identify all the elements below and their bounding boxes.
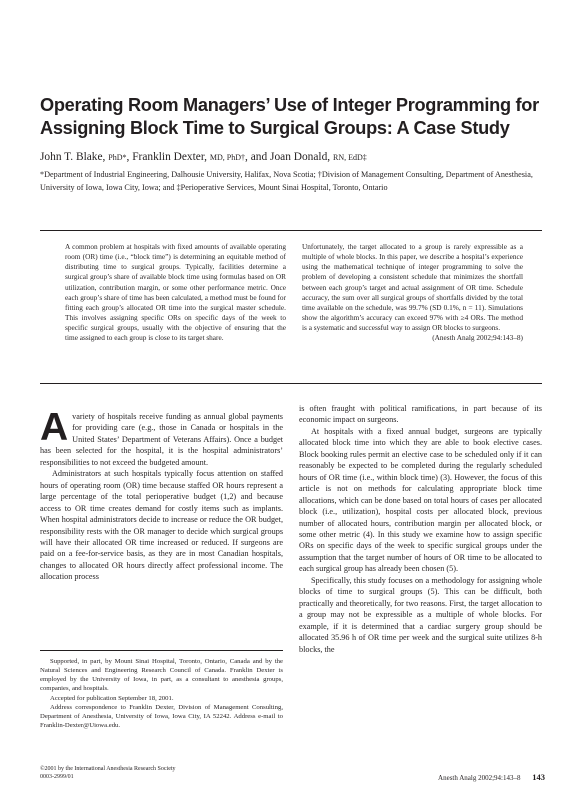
body-column-right (299, 403, 542, 655)
article-title (40, 94, 560, 140)
abstract-right-text: Unfortunately, the target allocated to a group is rarely expressible as a multiple of whole blocks. In this paper, we describe a hospital’s experience using the mathematical technique of integer programming to solve the problem of developing a consistent schedule that minimizes the shortfall between each group’s target and actual assignment of OR time. Schedule accuracy, the sum over all surgical groups of shortfalls divided by the total time available on the schedule, was 99.7% (SD 0.1%, n = 11). Simulations show the algorithm’s accuracy can exceed 97% with ≥4 ORs. The method is a systematic and successful way to assign OR blocks to surgeons. (302, 242, 523, 333)
author-2-degree: MD, PhD† (209, 153, 246, 162)
abstract-bottom-rule (40, 383, 542, 384)
body-paragraph-1: Avariety of hospitals receive funding as annual global payments for providing care (e.g., those in Canada or hospitals in the United States’ Department of Veterans Affairs). Once a budget has been selected for the hospital, it is the hospital administrators’ responsibilities to not exceed the budgeted amount. (40, 406, 283, 467)
title-line-1: Operating Room Managers’ Use of Integer Programming for (40, 95, 539, 115)
author-2: Franklin Dexter, (132, 151, 208, 163)
title-line-2: Assigning Block Time to Surgical Groups: A Case Study (40, 118, 510, 138)
author-list: John T. Blake, PhD*, Franklin Dexter, MD, PhD†, and Joan Donald, RN, EdD‡ (40, 151, 367, 163)
page-number: 143 (532, 772, 545, 782)
abstract-top-rule (40, 230, 542, 231)
body-column-left (40, 406, 283, 583)
footer-copyright (40, 766, 176, 781)
footnote-support: Supported, in part, by Mount Sinai Hospital, Toronto, Ontario, Canada and by the Natural Sciences and Engineering Research Council of Canada. Franklin Dexter is employed by the University of Iowa, in part, as a consultant to anesthesia groups, companies, and hospitals. (40, 658, 283, 693)
author-1: John T. Blake, (40, 151, 106, 163)
abstract-right (302, 242, 523, 344)
abstract-left-text: A common problem at hospitals with fixed amounts of available operating room (OR) time (i.e., “block time”) is determining an equitable method of distributing time to surgical groups. Typically, facilities determine a surgical group’s share of available block time using formulas based on OR utilization, contribution margin, or some other performance metric. Once each group’s share of time has been calculated, a method must be found for fitting each group’s allocated OR time into the surgical master schedule. This involves assigning specific ORs on specific days of the week to specific surgical groups, usually with the objective of ensuring that the time assigned to each group is close to its target share. (65, 242, 286, 343)
body-paragraph-3: is often fraught with political ramifications, in part because of its economic impact on surgeons. (299, 404, 542, 425)
footer-journal (438, 772, 545, 782)
footnote-address: Address correspondence to Franklin Dexter, Division of Management Consulting, Department of Anesthesia, University of Iowa, Iowa City, IA 52242. Address e-mail to Franklin-Dexter@Uiowa.edu. (40, 703, 283, 730)
copyright-text: ©2001 by the International Anesthesia Research Society (40, 766, 176, 772)
journal-citation: Anesth Analg 2002;94:143–8 (438, 774, 521, 782)
body-paragraph-4: At hospitals with a fixed annual budget, surgeons are typically allocated block time into which they are able to book elective cases. Block booking rules permit an elective case to be scheduled only if it can reasonably be expected to be completed during the regularly scheduled hours of OR time (i.e., within block time) (3). However, the focus of this article is not on methods for calculating appropriate block time allocations, which can be done based on total hours of cases per allocated block (i.e., utilization), hospital costs per allocated block, previous number of allocated hours, contribution margin per allocated block, or some other metric (4). In this study we examine how to assign specific ORs on specific days of the week to specific surgical groups under the assumption that the target number of hours of OR time to be allocated to each surgical group has already been chosen (5). (299, 426, 542, 574)
issn-text: 0003-2999/01 (40, 773, 74, 780)
drop-cap: A (40, 406, 69, 449)
body-paragraph-2: Administrators at such hospitals typically focus attention on staffed hours of operating room (OR) time because staffed OR hours represent a large percentage of the total perioperative budget (1,2) and because access to OR time creates demand for costly items such as implants. When hospital administrators decide to increase or reduce the OR budget, responsibility rests with the OR manager to decide which surgical groups will have their allocated OR time increased or reduced. If surgeons are paid on a fee-for-service basis, as they are in most Canadian hospitals, changes to allocated OR hours directly affect professional income. The allocation process (40, 469, 283, 582)
author-3: and Joan Donald, (250, 151, 331, 163)
author-1-degree: PhD* (108, 153, 127, 162)
body-paragraph-5: Specifically, this study focuses on a methodology for assigning whole blocks of time to surgical groups (5). This can be difficult, both practically and theoretically, for two reasons. First, the target allocation to a group may not be expressible as a multiple of whole blocks. For example, if it is determined that a cardiac surgery group should be allocated 35.96 h of OR time per week and the surgical suite utilizes 8-h blocks, the (299, 575, 542, 654)
footnote (40, 657, 283, 730)
abstract-citation: (Anesth Analg 2002;94:143–8) (432, 333, 523, 343)
author-3-degree: RN, EdD‡ (332, 153, 367, 162)
affiliations: *Department of Industrial Engineering, Dalhousie University, Halifax, Nova Scotia; †Division of Management Consulting, Department of Anesthesia, University of Iowa, Iowa City, Iowa; and ‡Perioperative Services, Mount Sinai Hospital, Toronto, Ontario (40, 170, 533, 192)
abstract-left (65, 242, 286, 344)
footnote-accepted: Accepted for publication September 18, 2001. (50, 694, 174, 702)
footnote-rule (40, 650, 283, 651)
